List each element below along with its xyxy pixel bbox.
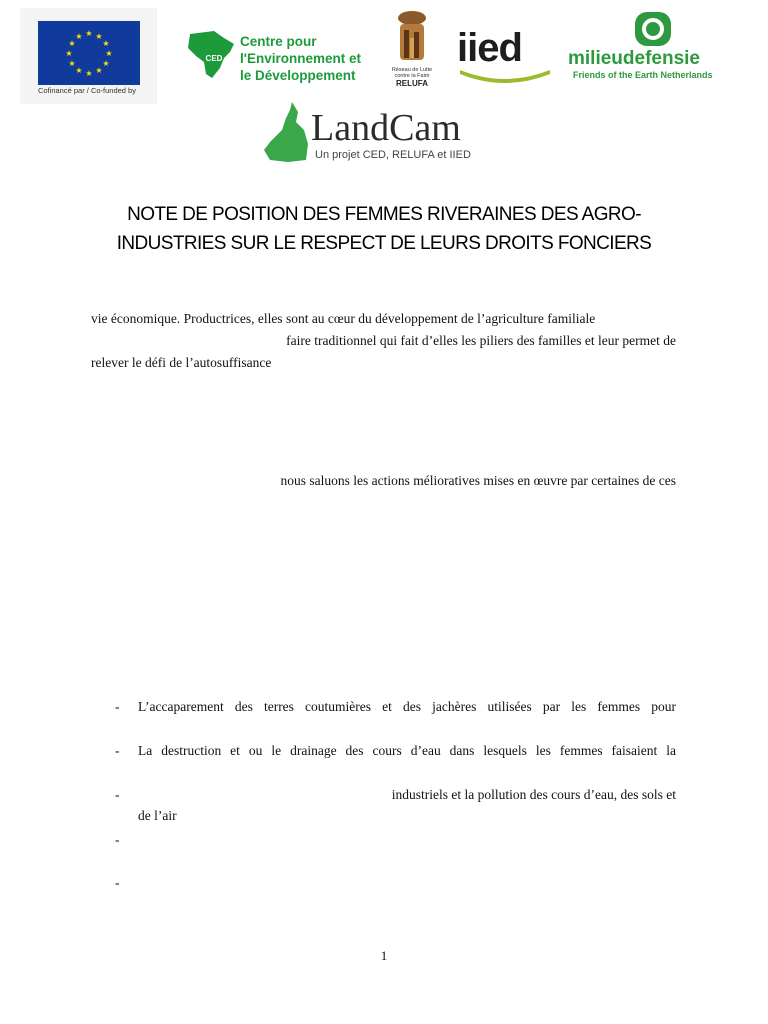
ced-africa-logo xyxy=(184,28,238,82)
svg-text:★: ★ xyxy=(102,59,110,68)
bullet-3-continuation: de l’air xyxy=(138,808,177,823)
bullet-2-text: La destruction et ou le drainage des cours d’eau dans lesquels les femmes faisaient la xyxy=(138,743,676,758)
landcam-name: LandCam xyxy=(311,107,461,149)
cameroon-map-icon xyxy=(262,100,312,164)
ced-line-2: l'Environnement et xyxy=(240,51,361,66)
ced-line-1: Centre pour xyxy=(240,34,317,49)
landcam-cameroon-logo xyxy=(262,100,312,164)
ced-abbr: CED xyxy=(205,54,223,63)
bullet-1-text: L’accaparement des terres coutumières et des jachères utilisées par les femmes pour xyxy=(138,699,676,714)
svg-text:★: ★ xyxy=(75,32,83,41)
para1-line-1: vie économique. Productrices, elles sont au cœur du développement de l’agriculture familiale xyxy=(91,311,596,326)
svg-text:★: ★ xyxy=(68,59,76,68)
para1-line-3: relever le défi de l’autosuffisance xyxy=(91,355,272,370)
bullet-3-text: industriels et la pollution des cours d’eau, des sols et xyxy=(391,787,676,802)
iied-swoosh xyxy=(458,66,552,86)
svg-text:★: ★ xyxy=(68,39,76,48)
bullet-4-marker: - xyxy=(115,832,120,847)
milieudefensie-name: milieudefensie xyxy=(568,48,700,69)
bullet-1-marker: - xyxy=(115,699,120,714)
ced-org-name xyxy=(240,33,361,84)
para2-line-1: nous saluons les actions mélioratives mises en œuvre par certaines de ces xyxy=(280,473,676,488)
para1-line-2: faire traditionnel qui fait d’elles les piliers des familles et leur permet de xyxy=(286,333,676,348)
relufa-logo xyxy=(392,8,432,66)
page-number: 1 xyxy=(380,948,388,963)
document-title xyxy=(84,200,684,258)
title-line-2: INDUSTRIES SUR LE RESPECT DE LEURS DROITS FONCIERS xyxy=(116,233,652,254)
africa-map-icon xyxy=(184,28,238,82)
svg-text:★: ★ xyxy=(85,29,93,38)
svg-text:★: ★ xyxy=(95,66,103,75)
relufa-name: RELUFA xyxy=(396,79,428,88)
svg-text:★: ★ xyxy=(65,49,73,58)
swoosh-icon xyxy=(458,66,552,86)
relufa-figures-icon xyxy=(392,8,432,66)
bullet-2-marker: - xyxy=(115,743,120,758)
svg-text:★: ★ xyxy=(105,49,113,58)
landcam-subtitle: Un projet CED, RELUFA et IIED xyxy=(315,149,471,161)
iied-logo-text: iied xyxy=(457,26,522,70)
title-line-1: NOTE DE POSITION DES FEMMES RIVERAINES DES AGRO- xyxy=(127,204,641,225)
svg-text:★: ★ xyxy=(85,69,93,78)
ced-line-3: le Développement xyxy=(240,68,356,83)
bullet-5-marker: - xyxy=(115,875,120,890)
svg-text:★: ★ xyxy=(102,39,110,48)
bullet-3-marker: - xyxy=(115,787,120,802)
eu-stars-icon xyxy=(38,21,140,85)
relufa-caption: Réseau de Lutte contre la Faim xyxy=(391,67,433,79)
rounded-square-icon xyxy=(633,12,673,48)
eu-cofunded-caption: Cofinancé par / Co-funded by xyxy=(38,86,136,95)
svg-text:★: ★ xyxy=(75,66,83,75)
eu-flag-logo xyxy=(38,21,140,85)
milieudefensie-logo-mark xyxy=(633,12,673,48)
milieudefensie-tagline: Friends of the Earth Netherlands xyxy=(573,70,713,80)
svg-text:★: ★ xyxy=(95,32,103,41)
